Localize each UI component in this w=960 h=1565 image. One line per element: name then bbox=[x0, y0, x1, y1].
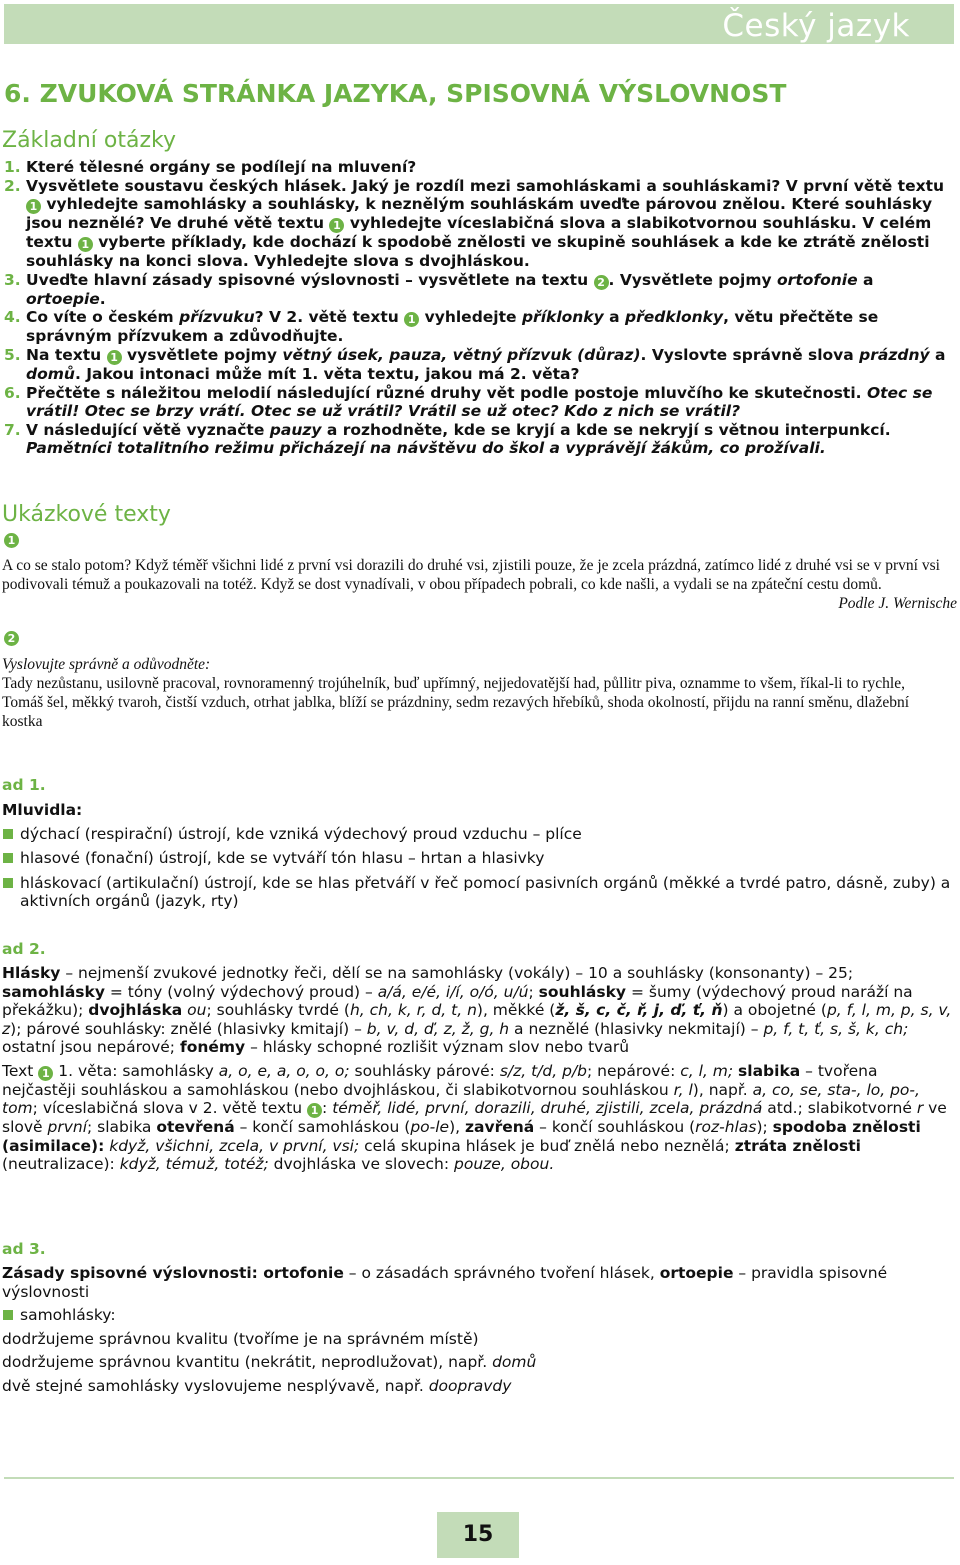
text: ; nepárové: bbox=[587, 1061, 681, 1080]
question-text: Vysvětlete soustavu českých hlásek. Jaký je rozdíl mezi samohláskami a souhláskami? V první větě textu bbox=[26, 176, 945, 195]
question-text: a bbox=[609, 308, 620, 327]
rule-line bbox=[2, 1353, 952, 1372]
term: ztráta znělosti bbox=[734, 1136, 861, 1155]
example: h, ch, k, r, d, t, n bbox=[349, 1001, 477, 1019]
example: r bbox=[916, 1099, 924, 1117]
question-text: ? V 2. větě textu bbox=[254, 308, 399, 327]
list-item-text: hláskovací (artikulační) ústrojí, kde se hlas přetváří v řeč pomocí pasivních orgánů (měkké a tvrdé patro, dásně, zuby) a aktivních orgánů (jazyk, rty) bbox=[20, 873, 951, 910]
term: Hlásky bbox=[2, 964, 61, 982]
text: = tóny (volný výdechový proud) – bbox=[104, 982, 378, 1001]
example-sentence: Pamětníci totalitního režimu přicházejí na návštěvu do škol a vyprávějí žákům, co prožívali. bbox=[26, 439, 826, 458]
example: ou bbox=[182, 1001, 207, 1019]
list-item-text: samohlásky: bbox=[20, 1306, 116, 1324]
term: ortofonie bbox=[777, 270, 858, 289]
question-list bbox=[4, 158, 954, 458]
example: po-le bbox=[410, 1118, 450, 1136]
question-7 bbox=[4, 421, 954, 458]
text-2-marker-icon: 2 bbox=[594, 275, 609, 290]
question-text: . Vyslovte správně slova bbox=[640, 345, 854, 364]
question-number: 5. bbox=[4, 345, 21, 364]
answer-paragraph bbox=[2, 1264, 952, 1301]
text: ); párové souhlásky: znělé (hlasivky kmitají) – bbox=[10, 1019, 367, 1038]
footer-divider bbox=[4, 1477, 954, 1479]
term: samohlásky bbox=[2, 982, 105, 1001]
list-item bbox=[2, 874, 952, 911]
question-text: Přečtěte s náležitou melodií následující různé druhy vět podle postoje mluvčího ke skutečnosti. bbox=[26, 383, 862, 402]
page-number: 15 bbox=[437, 1512, 519, 1558]
text: ve slově bbox=[2, 1099, 947, 1136]
text-2-marker-icon: 2 bbox=[4, 631, 19, 646]
text: – pravidla spisovné výslovnosti bbox=[2, 1264, 888, 1301]
example: b, v, d, ď, z, ž, g, h bbox=[366, 1019, 510, 1038]
term: Zásady spisovné výslovnosti: ortofonie bbox=[2, 1264, 344, 1282]
text: ; slabika bbox=[87, 1118, 157, 1136]
question-1 bbox=[4, 158, 954, 177]
term: větný úsek, pauza, větný přízvuk (důraz) bbox=[282, 345, 641, 364]
example: p, f, t, ť, s, š, k, ch; bbox=[763, 1019, 909, 1038]
example: a, co, se, sta-, lo, po-, tom bbox=[2, 1080, 920, 1117]
term: spodoba znělosti (asimilace): bbox=[2, 1118, 921, 1155]
term: zavřená bbox=[465, 1118, 535, 1136]
text: Text bbox=[2, 1061, 34, 1080]
sample-text-body: A co se stalo potom? Když téměř všichni lidé z první vsi dorazili do druhé vsi, zjistili pouze, že je zcela prázdná, zatímco lidé z druhé vsi se v první vsi podivovali témuž a poukazovali na totéž. Když se dost vynadívali, v obou případech pobrali, co kde našli, a vydali se na zpáteční cestu domů. bbox=[2, 557, 940, 593]
example: r, l bbox=[673, 1080, 693, 1099]
answer-3-label: ad 3. bbox=[2, 1240, 46, 1258]
answer-1-label: ad 1. bbox=[2, 776, 46, 794]
question-text: . Jakou intonaci může mít 1. věta textu, jakou má 2. věta? bbox=[74, 364, 580, 383]
header-bar bbox=[4, 4, 954, 44]
question-text: vysvětlete pojmy bbox=[127, 345, 277, 364]
answer-2 bbox=[2, 964, 952, 1174]
text: dvě stejné samohlásky vyslovujeme nesplývavě, např. bbox=[2, 1376, 429, 1395]
question-text: a rozhodněte, kde se kryjí a kde se nekryjí s větnou interpunkcí. bbox=[326, 420, 891, 439]
question-text: vyhledejte bbox=[424, 308, 517, 327]
term: otevřená bbox=[156, 1118, 235, 1136]
list-item-text: dýchací (respirační) ústrojí, kde vzniká výdechový proud vzduchu – plíce bbox=[20, 824, 582, 843]
rule-line bbox=[2, 1377, 952, 1396]
question-5 bbox=[4, 346, 954, 384]
example: když, všichni, zcela, v první, vsi; bbox=[104, 1136, 360, 1155]
example: c, l, m; bbox=[680, 1061, 734, 1080]
answer-3 bbox=[2, 1264, 952, 1395]
term: ortoepie bbox=[659, 1264, 734, 1282]
text: souhlásky párové: bbox=[349, 1061, 500, 1080]
text: ostatní jsou nepárové; bbox=[2, 1038, 180, 1056]
term: ortoepie bbox=[26, 289, 100, 308]
sample-text-2 bbox=[2, 655, 947, 731]
text: 1. věta: samohlásky bbox=[53, 1061, 219, 1080]
text: dodržujeme správnou kvantitu (nekrátit, neprodlužovat), např. bbox=[2, 1353, 493, 1371]
example: roz-hlas bbox=[695, 1118, 757, 1136]
example: doopravdy bbox=[428, 1376, 512, 1395]
list-item bbox=[2, 825, 952, 844]
question-2 bbox=[4, 177, 954, 271]
list-item bbox=[2, 849, 952, 868]
text: ; víceslabičná slova v 2. větě textu bbox=[32, 1099, 308, 1117]
text: atd.; slabikotvorné bbox=[762, 1099, 917, 1117]
term: příklonky bbox=[521, 308, 604, 327]
term: dvojhláska bbox=[88, 1001, 183, 1019]
section-title-questions: Základní otázky bbox=[2, 128, 176, 153]
question-number: 1. bbox=[4, 158, 21, 176]
term: domů bbox=[26, 364, 75, 383]
question-text: Které tělesné orgány se podílejí na mluvení? bbox=[26, 158, 417, 176]
text: – končí souhláskou ( bbox=[534, 1118, 696, 1136]
question-text: Na textu bbox=[26, 345, 102, 364]
text-1-marker-icon: 1 bbox=[307, 1103, 322, 1118]
bullet-square-icon bbox=[3, 878, 13, 888]
list-item bbox=[2, 1306, 952, 1325]
text-1-marker-icon: 1 bbox=[404, 312, 419, 327]
question-text: vyhledejte samohlásky a souhlásky, k neznělým souhláskám uveďte párovou znělou. Které souhlásky jsou neznělé? Ve druhé větě textu bbox=[26, 195, 933, 233]
text-1-marker-icon: 1 bbox=[26, 199, 41, 214]
chapter-title: 6. ZVUKOVÁ STRÁNKA JAZYKA, SPISOVNÁ VÝSLOVNOST bbox=[4, 79, 787, 108]
answer-paragraph bbox=[2, 1062, 952, 1174]
example-sentences: Otec se vrátil! Otec se brzy vrátí. Otec se už vrátil? Vrátil se už otec? Kdo z nich se vrátil? bbox=[26, 383, 933, 421]
term: pauzy bbox=[269, 420, 322, 439]
rule-line: dodržujeme správnou kvalitu (tvoříme je na správném místě) bbox=[2, 1329, 479, 1348]
question-text: vyberte příklady, kde dochází k spodobě znělosti ve skupině souhlásek a kde ke ztrátě znělosti souhlásky na konci slova. Vyhledejte slova s dvojhláskou. bbox=[26, 233, 930, 271]
question-4 bbox=[4, 308, 954, 346]
term: přízvuku bbox=[179, 308, 255, 327]
question-6 bbox=[4, 384, 954, 421]
text: ; souhlásky tvrdé ( bbox=[206, 1001, 350, 1019]
bullet-square-icon bbox=[3, 829, 13, 839]
example: s/z, t/d, p/b bbox=[499, 1061, 588, 1080]
text: ), bbox=[449, 1118, 465, 1136]
text: ) a obojetné ( bbox=[722, 1001, 827, 1019]
term: fonémy bbox=[179, 1038, 246, 1056]
subject-title: Český jazyk bbox=[722, 8, 910, 44]
question-text: Co víte o českém bbox=[26, 308, 174, 327]
text: dvojhláska ve slovech: bbox=[268, 1155, 455, 1173]
text: ), např. bbox=[692, 1080, 753, 1099]
text: celá skupina hlásek je buď znělá nebo neznělá; bbox=[359, 1136, 735, 1155]
text: – nejmenší zvukové jednotky řeči, dělí se na samohlásky (vokály) – 10 a souhlásky (konsonanty) – 25; bbox=[60, 964, 854, 982]
question-text: Uveďte hlavní zásady spisovné výslovnosti – vysvětlete na textu bbox=[26, 270, 589, 289]
question-text: a bbox=[935, 345, 946, 364]
text-1-marker-icon: 1 bbox=[107, 350, 122, 365]
example: ž, š, c, č, ř, j, ď, ť, ň bbox=[555, 1001, 723, 1019]
bullet-square-icon bbox=[3, 853, 13, 863]
question-text: a bbox=[863, 270, 874, 289]
question-3 bbox=[4, 271, 954, 309]
term: prázdný bbox=[859, 345, 930, 364]
example: první bbox=[47, 1118, 88, 1136]
answer-paragraph bbox=[2, 964, 952, 1057]
answer-heading: Mluvidla: bbox=[2, 801, 83, 819]
text-1-marker-icon: 1 bbox=[329, 218, 344, 233]
bullet-square-icon bbox=[3, 1310, 13, 1320]
text: ; bbox=[528, 982, 539, 1001]
text-1-marker-icon: 1 bbox=[4, 533, 19, 548]
question-text: . Vysvětlete pojmy bbox=[608, 270, 772, 289]
question-number: 2. bbox=[4, 176, 21, 195]
text: – hlásky schopné rozlišit význam slov nebo tvarů bbox=[245, 1038, 630, 1056]
sample-text-body: Tady nezůstanu, usilovně pracoval, rovnoramenný trojúhelník, buď upřímný, nejjedovatější had, půllitr piva, oznamme to všem, říkal-li to rychle, Tomáš šel, měkký tvaroh, čistší vzduch, otrhat jablka, blíží se prázdniny, sedm rezavých hřebíků, shoda okolností, přijdu na ranní směnu, dlažební kostka bbox=[2, 675, 910, 730]
question-text: , větu přečtěte se správným přízvukem a zdůvodňujte. bbox=[26, 308, 879, 346]
text: – o zásadách správného tvoření hlásek, bbox=[343, 1264, 660, 1282]
text: : bbox=[322, 1099, 333, 1117]
text-source: Podle J. Wernische bbox=[838, 595, 957, 612]
example: a/á, e/é, i/í, o/ó, u/ú bbox=[377, 982, 529, 1001]
text: a neznělé (hlasivky nekmitají) – bbox=[509, 1019, 764, 1038]
question-number: 7. bbox=[4, 420, 21, 439]
question-number: 4. bbox=[4, 308, 21, 327]
section-title-texts: Ukázkové texty bbox=[2, 502, 171, 527]
question-number: 3. bbox=[4, 270, 21, 289]
sample-text-intro: Vyslovujte správně a odůvodněte: bbox=[2, 656, 211, 673]
text: – končí samohláskou ( bbox=[234, 1118, 411, 1136]
text: – tvořena nejčastěji souhláskou a samohláskou (nebo dvojhláskou, či slabikotvornou souhláskou bbox=[2, 1061, 878, 1099]
text: ); bbox=[756, 1118, 773, 1136]
text: ), měkké ( bbox=[476, 1001, 556, 1019]
text: = šumy (výdechový proud naráží na překážku); bbox=[2, 982, 913, 1019]
example: domů bbox=[492, 1353, 537, 1371]
answer-1 bbox=[2, 801, 952, 911]
example: téměř, lidé, první, dorazili, druhé, zjistili, zcela, prázdná bbox=[332, 1099, 763, 1117]
text: (neutralizace): bbox=[2, 1155, 120, 1173]
answer-2-label: ad 2. bbox=[2, 940, 46, 958]
list-item-text: hlasové (fonační) ústrojí, kde se vytváří tón hlasu – hrtan a hlasivky bbox=[20, 849, 545, 867]
term: souhlásky bbox=[538, 982, 627, 1001]
term: předklonky bbox=[625, 308, 724, 327]
example: když, témuž, totéž; bbox=[119, 1155, 269, 1173]
term: slabika bbox=[738, 1061, 801, 1080]
question-text: V následující větě vyznačte bbox=[26, 420, 265, 439]
question-text: vyhledejte víceslabičná slova a slabikotvornou souhlásku. V celém textu bbox=[26, 214, 932, 252]
question-number: 6. bbox=[4, 383, 21, 402]
sample-text-1 bbox=[2, 556, 957, 613]
example: a, o, e, a, o, o, o; bbox=[218, 1061, 350, 1080]
example: p, f, l, m, p, s, v, z bbox=[2, 1001, 952, 1038]
text-1-marker-icon: 1 bbox=[78, 237, 93, 252]
text-1-marker-icon: 1 bbox=[38, 1066, 53, 1081]
example: pouze, obou. bbox=[454, 1155, 555, 1173]
question-text: . bbox=[99, 289, 106, 308]
